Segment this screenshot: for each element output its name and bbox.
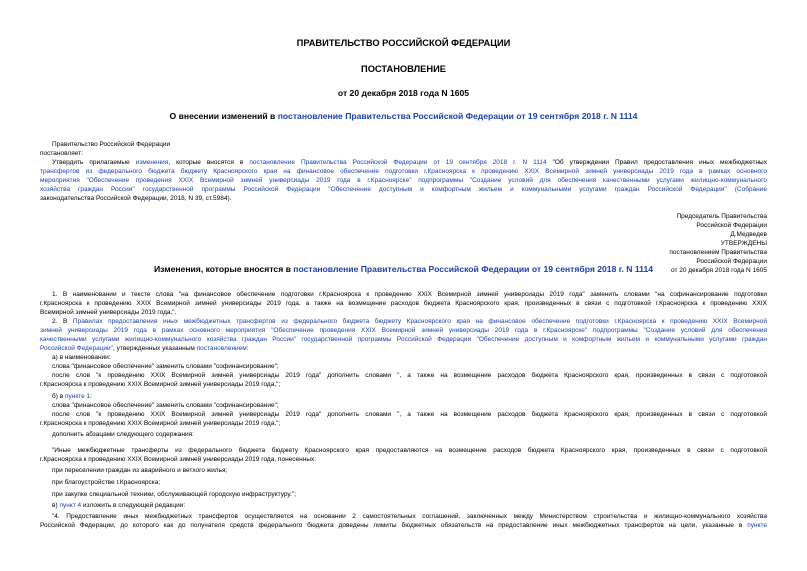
quote-line-1: "Иные межбюджетные трансферты из федерального бюджета бюджету Красноярского края предоставляются на возмещение расходов бюджета Красноярского края, произведенных в связи с подготовкой (52, 447, 767, 454)
point4-link[interactable]: пункте (747, 522, 767, 529)
signature-name: Д.Медведев (730, 231, 767, 238)
intro-paragraph-line-3[interactable]: мероприятия "Обеспечение проведения XXIX Всемирной зимней универсиады 2019 года в г.Красноярске" подпрограммы "Создание условий для обеспечения качественными услугами жилищно-коммунального (40, 177, 767, 184)
approved-by: постановлением Правительства (669, 249, 767, 256)
c2-rules-link[interactable]: Правилах предоставления иных межбюджетных трансфертов из федерального бюджета бюджету Красноярского края на финансовое обеспечение подготовки г.Красноярска к проведению XXIX Всемирной (72, 318, 767, 325)
changes-title (0, 264, 807, 274)
changes-title-prefix: Изменения, которые вносятся в (153, 264, 294, 274)
change-1-line-2: г.Красноярска к проведению XXIX Всемирной зимней универсиады 2019 года, а также на возмещение расходов бюджета Красноярского края, произведенных в связи с подготовкой г.Красноярска к проведению XXIX (40, 300, 767, 307)
signature-org: Российской Федерации (696, 222, 767, 229)
quote-line-2: г.Красноярска к проведению XXIX Всемирной зимней универсиады 2019 года, понесенных: (40, 456, 317, 463)
change-2-line-3[interactable]: качественными услугами жилищно-коммунального хозяйства граждан России" государственной программы Российской Федерации "Обеспечение доступным и комфортным жильем и коммунальными услугами граждан (40, 336, 767, 343)
change-2-line-1 (52, 317, 767, 326)
item-a-line-2: после слов "к проведению XXIX Всемирной зимней универсиады 2019 года" дополнить словами ", а также на возмещение расходов бюджета Красноярского края, произведенных в связи с подготовкой (52, 372, 767, 379)
item-b-label (52, 392, 92, 401)
item-v-text-a: в) (52, 502, 60, 509)
approved-date: от 20 декабря 2018 года N 1605 (670, 267, 767, 274)
intro-line-2: постановляет: (40, 150, 83, 157)
item-b-text-b: : (90, 393, 92, 400)
intro-paragraph-line-4 (40, 185, 767, 194)
p1-text-c: "Об утверждении Правил предоставления иных межбюджетных (546, 159, 767, 166)
point4-line-2 (40, 521, 767, 530)
item-v-text-b: изложить в следующей редакции: (81, 502, 186, 509)
c2-text-a: 2. В (52, 318, 73, 325)
item-a-line-1: слова "финансовое обеспечение" заменить словами "софинансирование"; (52, 363, 279, 370)
doc-date-number: от 20 декабря 2018 года N 1605 (337, 88, 470, 98)
p1-text-b: , которые вносятся в (168, 159, 250, 166)
quote-line-4: при благоустройстве г.Красноярска; (52, 479, 161, 486)
change-2-line-4 (40, 344, 249, 353)
quote-line-3: при переселении граждан из аварийного и ветхого жилья; (52, 467, 228, 474)
change-2-line-2[interactable]: зимней универсиады 2019 года в рамках основного мероприятия "Обеспечение проведения XXIX Всемирной зимней универсиады 2019 года в г.Красноярске" подпрограммы "Создание условий для обеспечения (40, 327, 767, 334)
p1-link-resolution[interactable]: постановление Правительства Российской Федерации от 19 сентября 2018 г. N 1114 (249, 159, 547, 166)
quote-line-5: при закупке специальной техники, обслуживающей городскую инфраструктуру."; (52, 491, 296, 498)
approved-label: УТВЕРЖДЕНЫ (720, 240, 767, 247)
signature-title: Председатель Правительства (676, 213, 767, 220)
item-b-line-1: слова "финансовое обеспечение" заменить словами "софинансирование"; (52, 402, 279, 409)
item-b-link[interactable]: пункте 1 (64, 393, 91, 400)
p1-link-changes[interactable]: изменения (135, 159, 169, 166)
doc-subject (0, 111, 807, 121)
subject-link[interactable]: постановление Правительства Российской Федерации от 19 сентября 2018 г. N 1114 (277, 111, 638, 121)
org-title: ПРАВИТЕЛЬСТВО РОССИЙСКОЙ ФЕДЕРАЦИИ (296, 38, 511, 48)
item-v-label (52, 501, 185, 510)
point4-line-2-text: Российской Федерации, до которого как до получателя средств федерального бюджета доведены лимиты бюджетных обязательств на предоставление иных межбюджетных трансфертов на цели, указанные в (40, 522, 743, 529)
subject-prefix: О внесении изменений в (169, 111, 278, 121)
change-1-line-1: 1. В наименовании и тексте слова "на финансовое обеспечение подготовки г.Красноярска к проведению XXIX Всемирной зимней универсиады 2019 года" заменить словами "на софинансирование подготовки (52, 291, 767, 298)
doc-type: ПОСТАНОВЛЕНИЕ (361, 64, 446, 74)
item-a-line-3: г.Красноярска к проведению XXIX Всемирной зимней универсиады 2019 года,"; (40, 381, 281, 388)
c2-resolution-link[interactable]: постановлением (196, 345, 247, 352)
intro-line-1: Правительство Российской Федерации (52, 141, 171, 148)
c2-line4-colon: : (246, 345, 249, 352)
intro-paragraph-line-2[interactable]: трансфертов из федерального бюджета бюджету Красноярского края на финансовое обеспечение подготовки г.Красноярска к проведению XXIX Всемирной зимней универсиады 2019 года в рамках основного (40, 168, 767, 175)
item-b-line-4: дополнить абзацами следующего содержания: (52, 431, 194, 438)
intro-paragraph-line-5: законодательства Российской Федерации, 2018, N 39, ст.5984). (40, 195, 232, 202)
item-a-label: а) в наименовании: (52, 354, 111, 361)
item-v-link[interactable]: пункт 4 (59, 502, 82, 509)
point4-line-1: "4. Предоставление иных межбюджетных трансфертов осуществляется на основании 2 самостоятельных соглашений, заключенных между Министерством строительства и жилищно-коммунального хозяйства (52, 513, 767, 520)
approved-org: Российской Федерации (696, 258, 767, 265)
p1-line4-text[interactable]: хозяйства граждан России" государственной программы Российской Федерации "Обеспечение доступным и комфортным жильем и коммунальными услугами граждан Российской Федерации" (Собрание (40, 186, 767, 193)
item-b-line-3: г.Красноярска к проведению XXIX Всемирной зимней универсиады 2019 года,"; (40, 420, 281, 427)
changes-title-link[interactable]: постановление Правительства Российской Федерации от 19 сентября 2018 г. N 1114 (293, 264, 654, 274)
c2-line4-link[interactable]: Российской Федерации" (40, 345, 113, 352)
change-1-line-3: Всемирной зимней универсиады 2019 года,". (40, 309, 177, 316)
item-b-line-2: после слов "к проведению XXIX Всемирной зимней универсиады 2019 года" дополнить словами ", а также на возмещение расходов бюджета Красноярского края, произведенных в связи с подготовкой (52, 411, 767, 418)
item-b-text-a: б) в (52, 393, 65, 400)
intro-paragraph-line-1 (52, 158, 767, 167)
c2-line4-text: , утвержденных указанным (113, 345, 197, 352)
p1-text-a: Утвердить прилагаемые (52, 159, 136, 166)
